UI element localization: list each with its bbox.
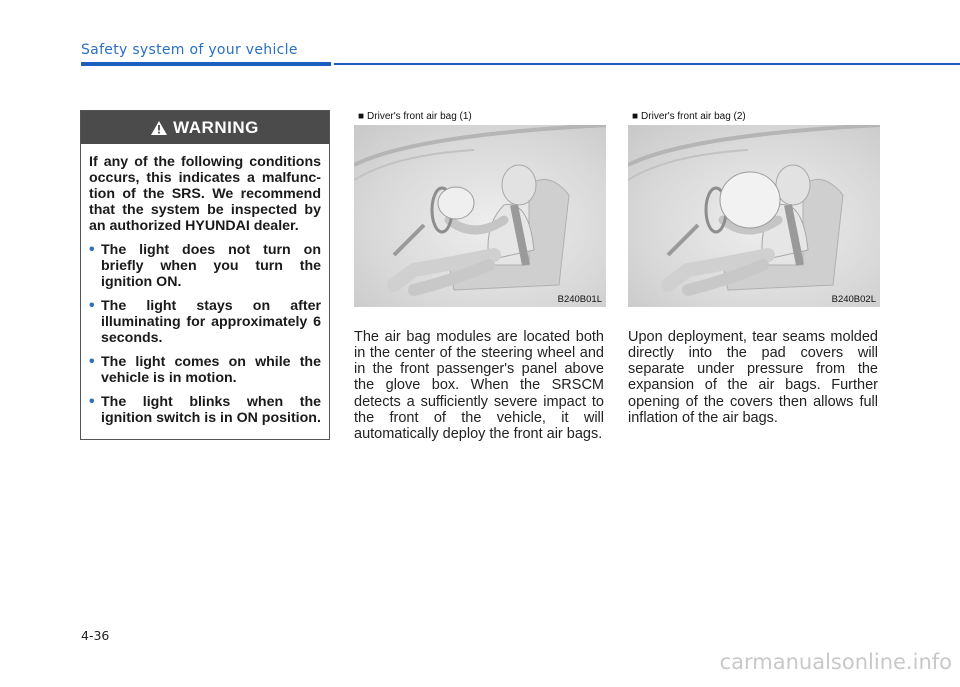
warning-item: • The light does not turn on briefly when you turn the ignition ON. xyxy=(89,241,321,290)
warning-header xyxy=(81,111,329,144)
warning-triangle-icon xyxy=(151,121,167,135)
warning-item: • The light blinks when the ignition switch is in ON position. xyxy=(89,393,321,426)
figure-code: B240B02L xyxy=(831,294,876,305)
header-rule-thick xyxy=(81,62,331,66)
warning-item: • The light stays on after illuminating for approximately 6 seconds. xyxy=(89,297,321,346)
warning-item: • The light comes on while the vehicle is in motion. xyxy=(89,353,321,386)
figure-airbag-2 xyxy=(628,110,880,307)
figure-caption: ■ Driver's front air bag (1) xyxy=(358,111,472,122)
bullet-icon: • xyxy=(89,393,95,410)
airbag-illustration-2 xyxy=(628,125,880,307)
warning-list xyxy=(89,242,321,426)
bullet-icon: • xyxy=(89,353,95,370)
figure-caption: ■ Driver's front air bag (2) xyxy=(632,111,746,122)
body-text-middle: The air bag modules are located both in the center of the steering wheel and in the front passenger's panel above the glove box. When the SRSCM detects a sufficiently severe impact to the front of the vehicle, it will automatically deploy the front air bags. xyxy=(354,328,604,443)
header-rule-thin xyxy=(334,63,960,65)
warning-intro: If any of the following conditions occurs, this indicates a malfunction of the SRS. We recommend that the system be inspected by an authorized HYUNDAI dealer. xyxy=(89,154,321,234)
body-text-right: Upon deployment, tear seams molded directly into the pad covers will separate under pressure from the expansion of the air bags. Further opening of the covers then allows full inflation of the air bags. xyxy=(628,328,878,426)
warning-body xyxy=(81,144,329,426)
figure-code: B240B01L xyxy=(557,294,602,305)
warning-box xyxy=(80,110,330,440)
section-title: Safety system of your vehicle xyxy=(81,42,298,58)
watermark: carmanualsonline.info xyxy=(719,650,952,674)
bullet-icon: • xyxy=(89,297,95,314)
figure-airbag-1 xyxy=(354,110,606,307)
bullet-icon: • xyxy=(89,241,95,258)
airbag-illustration-1 xyxy=(354,125,606,307)
warning-title: WARNING xyxy=(173,117,259,137)
page-number: 4-36 xyxy=(81,628,110,643)
